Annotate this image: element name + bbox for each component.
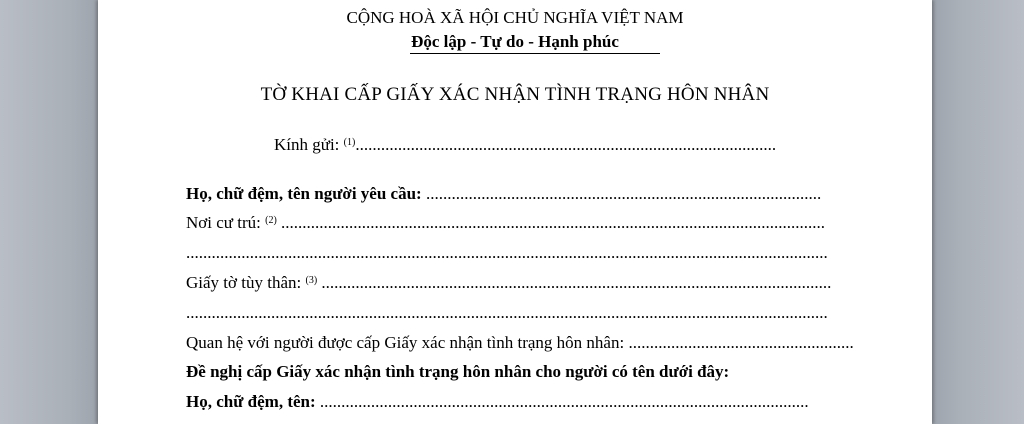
subject-name-label: Họ, chữ đệm, tên:: [186, 392, 316, 411]
residence-continuation[interactable]: [186, 243, 828, 263]
motto-underline: [410, 53, 660, 54]
recipient-note: (1): [343, 137, 356, 148]
form-title: TỜ KHAI CẤP GIẤY XÁC NHẬN TÌNH TRẠNG HÔN NHÂN: [260, 84, 770, 105]
requester-name-label: Họ, chữ đệm, tên người yêu cầu:: [186, 184, 422, 203]
id-papers-line[interactable]: [186, 273, 831, 293]
document-page: [98, 0, 932, 424]
residence-line[interactable]: [186, 213, 825, 233]
residence-label: Nơi cư trú:: [186, 213, 261, 232]
id-papers-field-continued[interactable]: .......................................................................................................................................................: [186, 303, 828, 322]
residence-field[interactable]: ................................................................................................................................: [281, 213, 826, 232]
subject-name-line[interactable]: [186, 392, 809, 412]
motto: Độc lập - Tự do - Hạnh phúc: [411, 32, 619, 51]
subject-name-field[interactable]: ...................................................................................................................: [319, 392, 809, 411]
id-papers-continuation[interactable]: [186, 303, 828, 323]
workspace-background-left: [0, 0, 98, 424]
residence-field-continued[interactable]: .......................................................................................................................................................: [186, 243, 828, 262]
id-papers-note: (3): [305, 275, 318, 286]
relationship-label: Quan hệ với người được cấp Giấy xác nhận tình trạng hôn nhân:: [186, 333, 625, 352]
relationship-line[interactable]: [186, 333, 854, 353]
recipient-line[interactable]: [274, 135, 776, 155]
request-statement: Đề nghị cấp Giấy xác nhận tình trạng hôn nhân cho người có tên dưới đây:: [186, 362, 730, 381]
country-header: CỘNG HOÀ XÃ HỘI CHỦ NGHĨA VIỆT NAM: [346, 8, 684, 27]
requester-name-field[interactable]: .............................................................................................: [425, 184, 822, 203]
recipient-label: Kính gửi:: [274, 135, 340, 154]
workspace-background-right: [932, 0, 1024, 424]
recipient-field[interactable]: ...................................................................................................: [355, 135, 777, 154]
id-papers-label: Giấy tờ tùy thân:: [186, 273, 302, 292]
id-papers-field[interactable]: ........................................................................................................................: [321, 273, 832, 292]
relationship-field[interactable]: .....................................................: [628, 333, 854, 352]
requester-name-line[interactable]: [186, 184, 821, 204]
residence-note: (2): [265, 215, 277, 226]
